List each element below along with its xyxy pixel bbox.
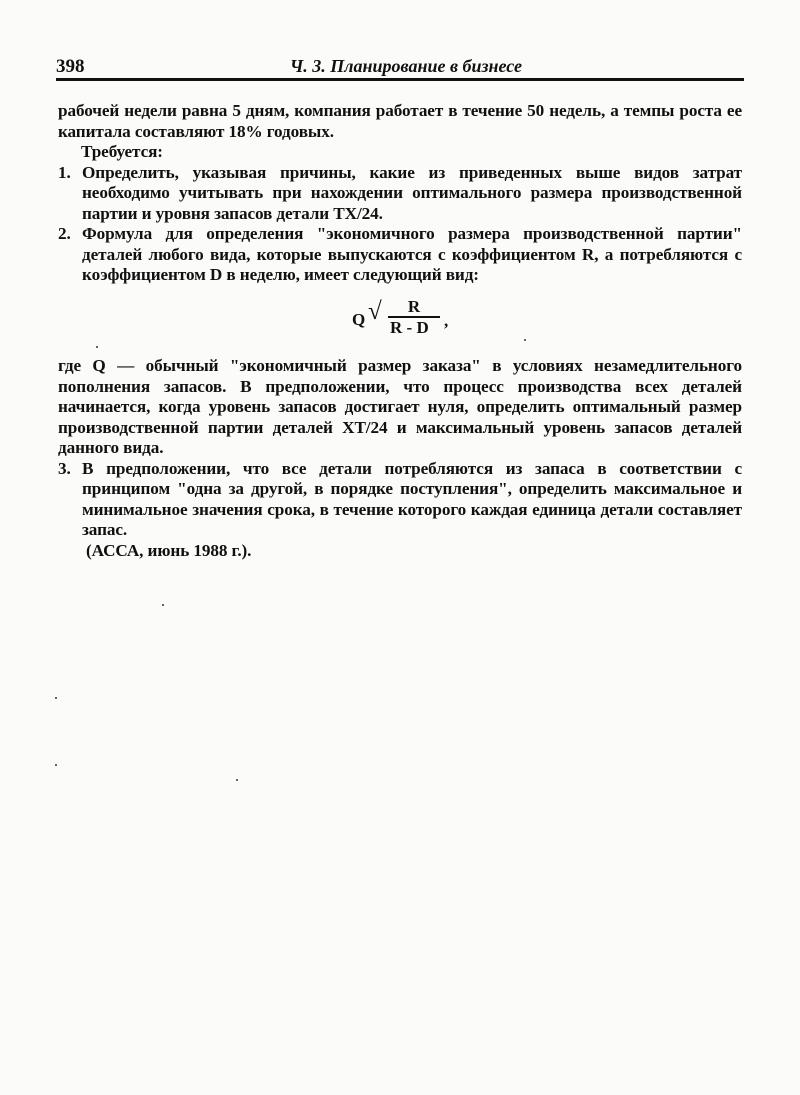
- formula-q: Q: [352, 310, 366, 329]
- continuation-paragraph: где Q — обычный "экономичный размер заказа" в условиях незамедлительного пополнения запасов. В предположении, что процесс производства всех деталей начинается, когда уровень запасов достигает нуля, определить оптимальный размер производственной партии деталей ХТ/24 и максимальный уровень запасов деталей данного вида.: [58, 356, 742, 457]
- item-text: Определить, указывая причины, какие из приведенных выше видов затрат необходимо учитывать при нахождении оптимального размера производственной партии и уровня запасов детали ТХ/24.: [82, 162, 742, 223]
- item-number: 3.: [58, 458, 71, 478]
- item-text: В предположении, что все детали потребляются из запаса в соответствии с принципом "одна за другой, в порядке поступления", определить максимальное и минимальное значения срока, в течение которого каждая единица детали составляет запас.: [82, 458, 742, 539]
- list-item: [58, 459, 742, 541]
- scan-speck: [55, 697, 57, 699]
- scan-speck: [55, 764, 57, 766]
- item-text: Формула для определения "экономичного размера производственной партии" деталей любого вида, которые выпускаются с коэффициентом R, а потребляются с коэффициентом D в неделю, имеет следующий вид:: [82, 224, 742, 284]
- square-root-icon: √: [368, 298, 382, 325]
- list-item: [58, 163, 742, 225]
- page-number: 398: [56, 56, 85, 77]
- scan-speck: [96, 346, 98, 348]
- scan-speck: [524, 339, 526, 341]
- formula: [352, 296, 492, 344]
- running-header: [56, 56, 744, 81]
- source-citation: (АССА, июнь 1988 г.).: [86, 540, 252, 560]
- formula-denominator: R - D: [390, 318, 429, 337]
- item-number: 2.: [58, 224, 71, 243]
- running-title: Ч. 3. Планирование в бизнесе: [289, 56, 522, 76]
- formula-comma: ,: [444, 311, 449, 330]
- formula-numerator: R: [388, 298, 440, 318]
- scan-speck: [236, 779, 238, 781]
- item-number: 1.: [58, 162, 71, 182]
- scan-speck: [162, 604, 164, 606]
- body-text-top: [58, 101, 742, 286]
- list-item: [58, 224, 742, 286]
- intro-paragraph: рабочей недели равна 5 дням, компания работает в течение 50 недель, а темпы роста ее капитала составляют 18% годовых.: [58, 101, 742, 141]
- requirement-label: Требуется:: [81, 142, 163, 161]
- body-text-bottom: [58, 356, 742, 561]
